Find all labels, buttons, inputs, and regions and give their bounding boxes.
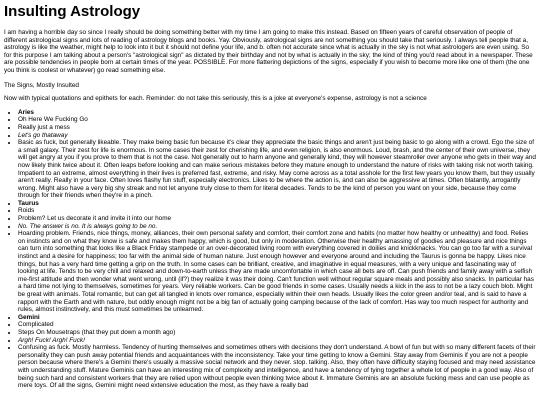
sign-quote: • Let's go thataway <box>18 132 536 140</box>
sign-epithet: • Problem? Let us decorate it and invite it into our home <box>18 215 536 223</box>
sign-epithet: • Roids <box>18 207 536 215</box>
page-title: Insulting Astrology <box>4 3 141 20</box>
sign-name-gemini: • Gemini <box>18 314 536 322</box>
sign-epithet: • Complicated <box>18 321 536 329</box>
intro-paragraph: I am having a horrible day so since I really should be doing something better with my time I am going to make this instead. Based on fifteen years of careful observation of people of different astrological signs and lots of reading of astrology blogs and books. Yay. Obviously, astrological signs are not something you should take that seriously. I always tell people that a, astrology is like the weather, might help to look into it but it should not define your life, and b. often not accurate since what is actually in the sky is not what astrologers are even using. So for this purpose I am talking about a person's "astrological sign" as dictated by their birthday and not by what is actually in the sky; the kind of thing you'd read about in a newspaper. These are possible tendencies in people born at certain times of the year. POSSIBLE. For more flattering depictions of the signs, especially if you wish to become more like one of them (the one you think is coolest or whatever) go read something else. <box>4 29 533 74</box>
sign-description: • Hoarding problem. Friends, nice things, money, alliances, their own personal safety and comfort, their comfort zone and habits (no matter how healthy or unhealthy) and food. Relies on instincts and on what they know is safe and makes them happy, which is good, but only in moderation. Otherwise their healthy amassing of goodies and pleasure and nice things can turn into something that looks like a Black Friday stampede or an over-decorated living room with everything covered in doilies and knickknacks. You can go too far with a survival instinct and a desire for happiness; too far with the animal side of human nature. Just enough however and everyone around and including the Taurus is gonna be happy. Likes nice things, but has a very hard time getting a grip on the truth. In some cases can be brilliant, creative, and imaginative in equal measures, with a very unique and fascinating way of looking at life. Tends to be very chill and relaxed and down-to-earth unless they are made uncomfortable in which case all bets are off. Can push friends and family away with a selfish me-first attitude and then wonder what went wrong, until (if?) they realize it was their doing. Can't function well without regular square meals and possibly also snacks. In particular has a hard time not lying to themselves, sometimes for years. Very reliable workers. Can be good friends in some cases. Usually needs a kick in the ass to not be a lazy couch blob. Might be great with animals. Total romantic, but can get all tangled in knots over romance, especially within their own heads. Usually likes the color green and/or teal, and is said to have a rapport with the Earth and with nature, but oddly enough might not be a big fan of actually going camping because of the lack of comfort. Has way too much respect for authority and rules, almost instinctively, and this must sometimes be unlearned. <box>18 230 536 314</box>
sign-epithet: • Really just a mess <box>18 124 536 132</box>
sign-description: • Confusing as fuck. Mostly harmless. Tendency of hurting themselves and sometimes others with decisions they don't understand. A bowl of fun but with so many different facets of their personality they can push away potential friends and acquaintances with the inconsistency. Take your time getting to know a Gemini. Stay away from Geminis if you are not a people person because where there's a Gemini there's usually a massive social network and they never. stop. talking. Also, they often have difficulty staying focused and may need assistance with understanding stuff. Mature Geminis can have an interesting mix of complexity and intelligence, and have a tendency of tying together a whole lot of people in a good way. Also of being such hard and consistent workers that they are relied upon without people even thinking twice about it. Immature Geminis are an absolute fucking mess and can use people as mere toys. Of all the signs, Gemini might need extensive education the most, as they have a really bad <box>18 344 536 390</box>
sign-name-taurus: • Taurus <box>18 200 536 208</box>
sign-epithet: • Steps On Mousetraps (that they put down a month ago) <box>18 329 536 337</box>
sign-quote: • Argh! Fuck! Argh! Fuck! <box>18 337 536 345</box>
sign-list <box>4 109 536 390</box>
section-subtitle: The Signs, Mostly Insulted <box>4 81 79 89</box>
sign-quote: • No. The answer is no. It is always going to be no. <box>18 223 536 231</box>
sign-description: • Basic as fuck, but generally likeable. They make being basic fun because it's clear they appreciate the basic things and aren't just being basic to go along with a crowd. Ego the size of a small galaxy. Their zest for life is enormous. In some cases their zest for cherishing life, and even religion, is also enormous. Loud, brash, and the center of their own universe, they will get angry at you if you prove to them that is not the case. Not generally out to harm anyone and generally kind, they will however steamroller over anyone who gets in their way and now likely think twice about it. Often leaps before looking and can make serious mistakes before they mature enough to understand the nature of risks with taking risk not worth taking. Impatient to an extreme, almost everything in their lives is preferred fast, extreme, and risky. May come across as a total asshole for the first few years you know them, but they usually aren't really. Really in your face. Often loves flashy fun stuff, especially electronics. Likes to be where the action is, and can also be aggressive at times. Often blatantly, arrogantly wrong. Might also have a very big shy streak and not let anyone truly close to them for literal decades. Tends to be the kind of person you want on your side, because they come through for their friends when they're in a pinch. <box>18 139 536 200</box>
section-note: Now with typical quotations and epithets for each. Reminder: do not take this seriously, this is a joke at everyone's expense, astrology is not a science <box>4 95 427 103</box>
sign-name-aries: • Aries <box>18 109 536 117</box>
sign-epithet: • Oh Here We Fucking Go <box>18 116 536 124</box>
